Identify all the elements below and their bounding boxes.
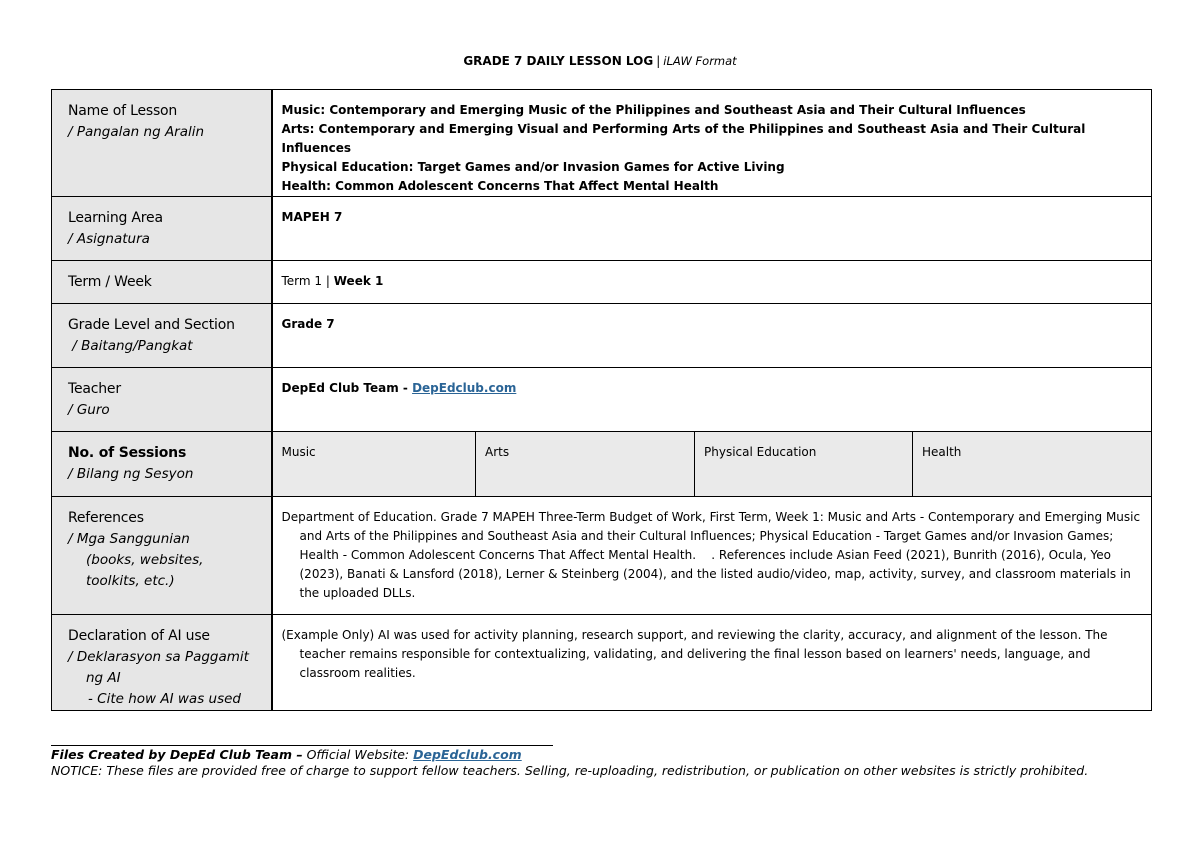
label-grade <box>52 304 272 368</box>
label-references-sub: / Mga Sanggunian <box>68 531 190 547</box>
value-references <box>272 497 1152 615</box>
lesson-arts: Arts: Contemporary and Emerging Visual and Performing Arts of the Philippines and Southeast Asia and Their Cultural Influences <box>281 122 1086 155</box>
label-sessions-sub: / Bilang ng Sesyon <box>68 466 194 482</box>
label-teacher-main: Teacher <box>68 381 121 397</box>
row-grade <box>52 304 1152 368</box>
row-area <box>52 197 1152 261</box>
lesson-log-table <box>51 89 1152 711</box>
label-area-main: Learning Area <box>68 210 163 226</box>
label-references-sub3: toolkits, etc.) <box>86 573 175 589</box>
session-health: Health <box>913 432 1152 497</box>
lesson-pe: Physical Education: Target Games and/or Invasion Games for Active Living <box>281 160 785 174</box>
value-area <box>272 197 1152 261</box>
term-separator: | <box>325 274 330 288</box>
label-teacher <box>52 368 272 432</box>
row-lesson <box>52 90 1152 197</box>
footer-credit <box>51 746 1151 763</box>
title-format: iLAW Format <box>663 54 737 68</box>
row-sessions <box>52 432 1152 497</box>
label-lesson-sub: / Pangalan ng Aralin <box>68 124 205 140</box>
value-term <box>272 261 1152 304</box>
value-grade <box>272 304 1152 368</box>
label-ai-sub3: - Cite how AI was used <box>88 691 241 707</box>
label-ai-sub2: ng AI <box>86 670 121 686</box>
lesson-music: Music: Contemporary and Emerging Music of the Philippines and Southeast Asia and Their Cultural Influences <box>281 103 1026 117</box>
label-ai-main: Declaration of AI use <box>68 628 210 644</box>
references-text: Department of Education. Grade 7 MAPEH Three-Term Budget of Work, First Term, Week 1: Music and Arts - Contemporary and Emerging Music and Arts of the Philippines and Southeast Asia and their Cultural Influences; Physical Education - Target Games and/or Invasion Games; Health - Common Adolescent Concerns That Affect Mental Health. . References include Asian Feed (2021), Bunrith (2016), Ocula, Yeo (2023), Banati & Lansford (2018), Lerner & Steinberg (2004), and the listed audio/video, map, activity, survey, and classroom materials in the uploaded DLLs. <box>281 510 1144 600</box>
footer <box>51 746 1151 779</box>
label-lesson <box>52 90 272 197</box>
ai-text: (Example Only) AI was used for activity planning, research support, and reviewing the clarity, accuracy, and alignment of the lesson. The teacher remains responsible for contextualizing, validating, and delivering the final lesson based on learners' needs, language, and classroom realities. <box>281 628 1108 680</box>
row-term <box>52 261 1152 304</box>
footer-website-label: Official Website: <box>302 747 414 762</box>
label-area <box>52 197 272 261</box>
page-title <box>0 53 1200 69</box>
row-ai <box>52 615 1152 711</box>
teacher-website-link[interactable]: DepEdclub.com <box>412 381 517 395</box>
row-references <box>52 497 1152 615</box>
title-separator: | <box>656 54 661 68</box>
label-references <box>52 497 272 615</box>
week-number: Week 1 <box>333 274 384 288</box>
label-ai-sub: / Deklarasyon sa Paggamit <box>68 649 249 665</box>
label-sessions-main: No. of Sessions <box>68 445 187 461</box>
teacher-name: DepEd Club Team - <box>281 381 413 395</box>
teacher-value <box>282 379 1144 398</box>
session-music: Music <box>272 432 476 497</box>
label-teacher-sub: / Guro <box>68 402 110 418</box>
label-references-sub2: (books, websites, <box>86 552 204 568</box>
footer-notice: NOTICE: These files are provided free of charge to support fellow teachers. Selling, re-uploading, redistribution, or publication on other websites is strictly prohibited. <box>51 763 1089 778</box>
term-value <box>282 272 1144 291</box>
label-term-main: Term / Week <box>68 274 152 290</box>
session-pe: Physical Education <box>695 432 913 497</box>
label-ai <box>52 615 272 711</box>
footer-website-link[interactable]: DepEdclub.com <box>413 747 522 762</box>
label-grade-sub: / Baitang/Pangkat <box>68 338 193 354</box>
label-lesson-main: Name of Lesson <box>68 103 178 119</box>
title-main: GRADE 7 DAILY LESSON LOG <box>463 54 654 68</box>
area-value: MAPEH 7 <box>281 210 343 224</box>
label-term <box>52 261 272 304</box>
label-grade-main: Grade Level and Section <box>68 317 235 333</box>
grade-value: Grade 7 <box>281 317 335 331</box>
value-lesson <box>272 90 1152 197</box>
value-ai <box>272 615 1152 711</box>
session-arts: Arts <box>476 432 695 497</box>
label-area-sub: / Asignatura <box>68 231 150 247</box>
lesson-health: Health: Common Adolescent Concerns That Affect Mental Health <box>281 179 719 193</box>
label-references-main: References <box>68 510 144 526</box>
label-sessions <box>52 432 272 497</box>
footer-created-by: Files Created by DepEd Club Team – <box>51 747 303 762</box>
row-teacher <box>52 368 1152 432</box>
value-teacher <box>272 368 1152 432</box>
term-number: Term 1 <box>281 274 323 288</box>
